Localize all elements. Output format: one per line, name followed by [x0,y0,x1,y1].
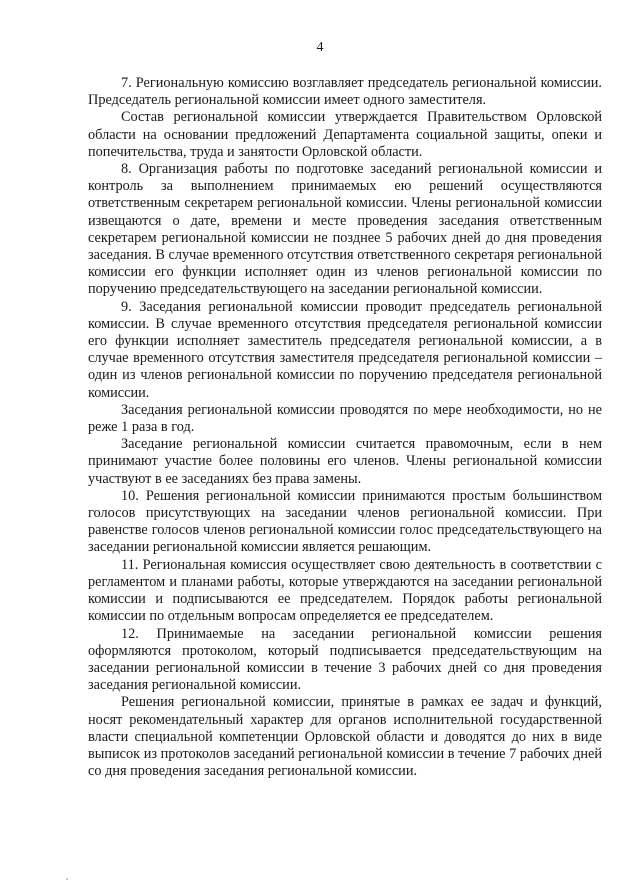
paragraph-10-decisions: 10. Решения региональной комиссии принимаются простым большинством голосов присутствующих на заседании членов региональной комиссии. При равенстве голосов членов региональной комиссии голос председательствующего на заседании региональной комиссии является решающим. [88,487,602,556]
paragraph-8-organization: 8. Организация работы по подготовке заседаний региональной комиссии и контроль за выполнением принимаемых ею решений осуществляются ответственным секретарем региональной комиссии. Члены региональной комиссии извещаются о дате, времени и месте проведения заседания ответственным секретарем региональной комиссии не позднее 5 рабочих дней до дня проведения заседания. В случае временного отсутствия ответственного секретаря региональной комиссии его функции исполняет один из членов региональной комиссии по поручению председательствующего на заседании региональной комиссии. [88,161,602,298]
paragraph-decisions-nature: Решения региональной комиссии, принятые в рамках ее задач и функций, носят рекомендательный характер для органов исполнительной государственной власти специальной компетенции Орловской области и доводятся до них в виде выписок из протоколов заседаний региональной комиссии в течение 7 рабочих дней со дня проведения заседания региональной комиссии. [88,694,602,780]
paragraph-commission-composition: Состав региональной комиссии утверждается Правительством Орловской области на основании предложений Департамента социальной защиты, опеки и попечительства, труда и занятости Орловской области. [88,109,602,160]
paragraph-7-chair: 7. Региональную комиссию возглавляет председатель региональной комиссии. Председатель региональной комиссии имеет одного заместителя. [88,75,602,109]
paragraph-9-meetings: 9. Заседания региональной комиссии проводит председатель региональной комиссии. В случае временного отсутствия председателя региональной комиссии его функции исполняет заместитель председателя региональной комиссии, а в случае временного отсутствия заместителя председателя региональной комиссии – один из членов региональной комиссии по поручению председателя региональной комиссии. [88,298,602,401]
document-body [88,75,602,780]
scan-speck [66,878,68,880]
paragraph-11-activity: 11. Региональная комиссия осуществляет свою деятельность в соответствии с регламентом и планами работы, которые утверждаются на заседании региональной комиссии и подписываются ее председателем. Порядок работы региональной комиссии по отдельным вопросам определяется ее председателем. [88,556,602,625]
paragraph-12-protocol: 12. Принимаемые на заседании региональной комиссии решения оформляются протоколом, который подписывается председательствующим на заседании региональной комиссии в течение 3 рабочих дней со дня проведения заседания региональной комиссии. [88,625,602,694]
paragraph-meeting-frequency: Заседания региональной комиссии проводятся по мере необходимости, но не реже 1 раза в год. [88,401,602,436]
paragraph-quorum: Заседание региональной комиссии считается правомочным, если в нем принимают участие более половины его членов. Члены региональной комиссии участвуют в ее заседаниях без права замены. [88,436,602,487]
page-number: 4 [316,40,324,55]
